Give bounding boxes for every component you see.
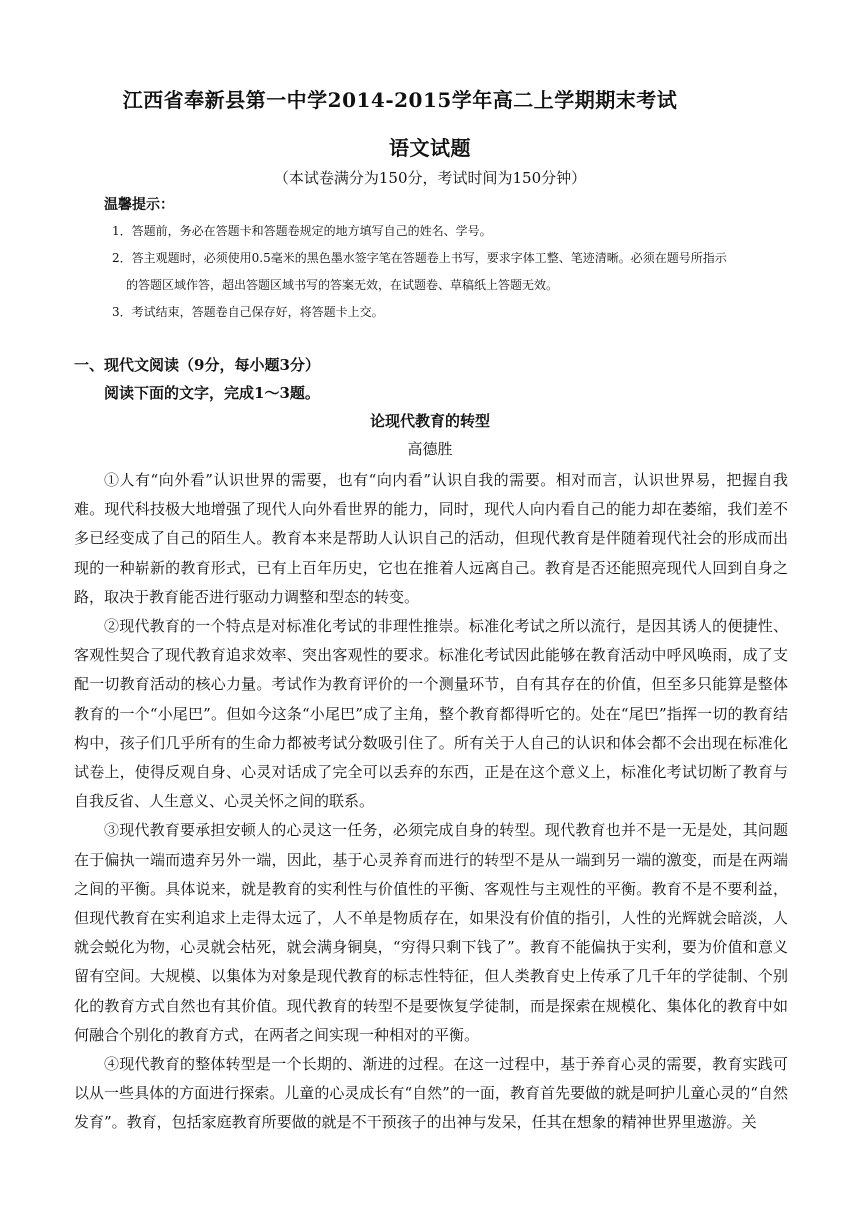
article-paragraph: ①人有“向外看”认识世界的需要，也有“向内看”认识自我的需要。相对而言，认识世界易，把握自我难。现代科技极大地增强了现代人向外看世界的能力，同时，现代人向内看自己的能力却在萎缩，我们差不多已经变成了自己的陌生人。教育本来是帮助人认识自己的活动，但现代教育是伴随着现代社会的形成而出现的一种崭新的教育形式，已有上百年历史，它也在推着人远离自己。教育是否还能照亮现代人回到自身之路，取决于教育能否进行驱动力调整和型态的转变。 (74, 471, 788, 606)
article-paragraph: ④现代教育的整体转型是一个长期的、渐进的过程。在这一过程中，基于养育心灵的需要，教育实践可以从一些具体的方面进行探索。儿童的心灵成长有“自然”的一面，教育首先要做的就是呵护儿童心灵的“自然发育”。教育，包括家庭教育所要做的就是不干预孩子的出神与发呆，任其在想象的精神世界里遨游。关 (74, 1055, 788, 1132)
exam-note: （本试卷满分为150分，考试时间为150分钟） (273, 169, 587, 187)
tip-item: 1．答题前，务必在答题卡和答题卷规定的地方填写自己的姓名、学号。 (112, 224, 492, 238)
tip-item: 的答题区域作答，超出答题区域书写的答案无效，在试题卷、草稿纸上答题无效。 (126, 278, 559, 292)
article-paragraph: ③现代教育要承担安顿人的心灵这一任务，必须完成自身的转型。现代教育也并不是一无是处，其问题在于偏执一端而遗弃另外一端，因此，基于心灵养育而进行的转型不是从一端到另一端的激变，而是在两端之间的平衡。具体说来，就是教育的实利性与价值性的平衡、客观性与主观性的平衡。教育不是不要利益，但现代教育在实利追求上走得太远了，人不单是物质存在，如果没有价值的指引，人性的光辉就会暗淡，人就会蜕化为物，心灵就会枯死，就会满身铜臭，“穷得只剩下钱了”。教育不能偏执于实利，要为价值和意义留有空间。大规模、以集体为对象是现代教育的标志性特征，但人类教育史上传承了几千年的学徒制、个别化的教育方式自然也有其价值。现代教育的转型不是要恢复学徒制，而是探索在规模化、集体化的教育中如何融合个别化的教育方式，在两者之间实现一种相对的平衡。 (74, 821, 788, 1044)
article-paragraph: ②现代教育的一个特点是对标准化考试的非理性推崇。标准化考试之所以流行，是因其诱人的便捷性、客观性契合了现代教育追求效率、突出客观性的要求。标准化考试因此能够在教育活动中呼风唤雨，成了支配一切教育活动的核心力量。考试作为教育评价的一个测量环节，自有其存在的价值，但至多只能算是整体教育的一个“小尾巴”。但如今这条“小尾巴”成了主角，整个教育都得听它的。处在“尾巴”指挥一切的教育结构中，孩子们几乎所有的生命力都被考试分数吸引住了。所有关于人自己的认识和体会都不会出现在标准化试卷上，使得反观自身、心灵对话成了完全可以丢弃的东西，正是在这个意义上，标准化考试切断了教育与自我反省、人生意义、心灵关怀之间的联系。 (74, 617, 788, 811)
subject-title: 语文试题 (389, 136, 471, 160)
article-body (74, 466, 788, 1138)
tip-item: 2．答主观题时，必须使用0.5毫米的黑色墨水签字笔在答题卷上书写，要求字体工整、笔迹清晰。必须在题号所指示 (112, 251, 727, 265)
tips-heading: 温馨提示： (104, 197, 174, 213)
exam-title: 江西省奉新县第一中学2014-2015学年高二上学期期末考试 (122, 88, 678, 112)
tip-item: 3．考试结束，答题卷自己保存好，将答题卡上交。 (112, 305, 384, 319)
article-author: 高德胜 (407, 440, 453, 458)
section-instruction: 阅读下面的文字，完成1～3题。 (104, 384, 320, 402)
tips-list (112, 218, 800, 326)
article-title: 论现代教育的转型 (369, 412, 490, 430)
section-heading: 一、现代文阅读（9分，每小题3分） (74, 356, 320, 374)
